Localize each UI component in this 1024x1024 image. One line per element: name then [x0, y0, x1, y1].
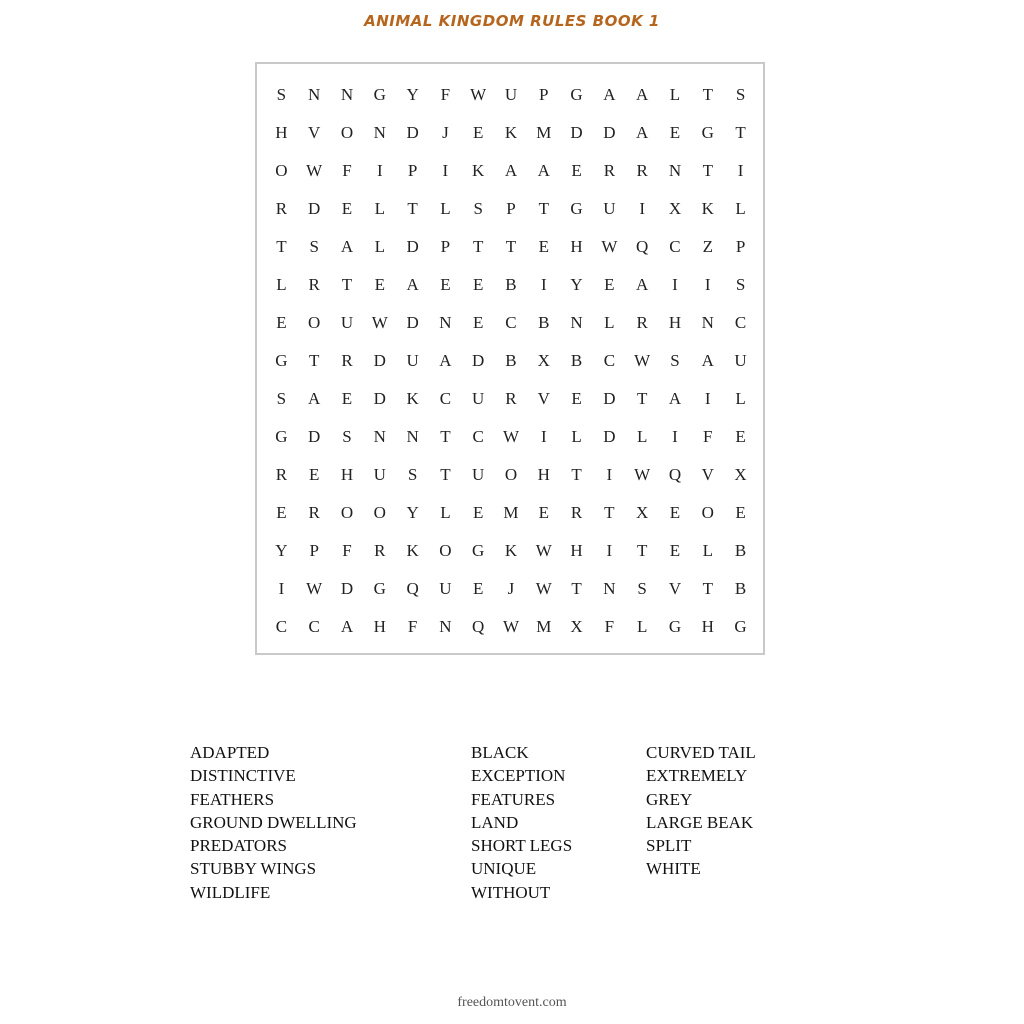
grid-letter[interactable]: I	[704, 275, 711, 294]
letter-grid	[265, 76, 757, 646]
grid-letter[interactable]: I	[672, 275, 678, 294]
word-list-item: FEATURES	[471, 789, 556, 809]
grid-letter[interactable]: U	[340, 313, 354, 332]
word-list-item: WILDLIFE	[190, 882, 271, 902]
grid-letter[interactable]: G	[570, 85, 583, 104]
grid-letter[interactable]: R	[374, 541, 386, 560]
grid-letter[interactable]: I	[639, 199, 645, 218]
grid-letter[interactable]: T	[341, 275, 353, 294]
grid-letter[interactable]: E	[669, 541, 681, 560]
grid-letter[interactable]: I	[606, 465, 613, 484]
grid-letter[interactable]: D	[373, 389, 386, 408]
grid-letter[interactable]: S	[473, 199, 483, 218]
grid-letter[interactable]: U	[603, 199, 616, 218]
grid-letter[interactable]: W	[470, 85, 487, 104]
grid-letter[interactable]: D	[603, 389, 616, 408]
grid-letter[interactable]: E	[571, 389, 582, 408]
grid-letter[interactable]: L	[702, 541, 713, 560]
grid-letter[interactable]: T	[571, 465, 582, 484]
grid-letter[interactable]: D	[472, 351, 485, 370]
grid-letter[interactable]: C	[472, 427, 484, 446]
grid-letter[interactable]: C	[734, 313, 747, 332]
grid-letter[interactable]: Y	[275, 541, 288, 560]
word-list-item: LARGE BEAK	[646, 812, 754, 832]
word-list-item: STUBBY WINGS	[190, 859, 317, 879]
grid-letter[interactable]: D	[340, 579, 354, 598]
grid-letter[interactable]: G	[373, 579, 386, 598]
grid-letter[interactable]: X	[570, 617, 583, 636]
grid-letter[interactable]: E	[538, 503, 549, 522]
grid-row	[265, 228, 757, 266]
grid-letter[interactable]: E	[472, 123, 484, 142]
grid-letter[interactable]: O	[275, 161, 288, 180]
grid-letter[interactable]: K	[406, 541, 419, 560]
word-list-item: CURVED TAIL	[646, 743, 756, 762]
grid-letter[interactable]: R	[636, 161, 648, 180]
grid-letter[interactable]: S	[342, 427, 352, 446]
grid-letter[interactable]: M	[536, 123, 552, 142]
grid-letter[interactable]: T	[604, 503, 615, 522]
grid-letter[interactable]: N	[340, 85, 354, 104]
grid-letter[interactable]: J	[442, 123, 449, 142]
grid-letter[interactable]: A	[406, 275, 419, 294]
grid-letter[interactable]: N	[373, 123, 386, 142]
grid-letter[interactable]: E	[440, 275, 451, 294]
grid-letter[interactable]: T	[735, 123, 746, 142]
grid-letter[interactable]: T	[276, 237, 287, 256]
grid-letter[interactable]: E	[472, 503, 484, 522]
grid-letter[interactable]: T	[472, 237, 484, 256]
grid-letter[interactable]: G	[734, 617, 747, 636]
grid-letter[interactable]: O	[308, 313, 321, 332]
grid-letter[interactable]: N	[406, 427, 419, 446]
word-list-item: ADAPTED	[190, 743, 270, 762]
grid-letter[interactable]: O	[504, 465, 518, 484]
grid-letter[interactable]: R	[308, 503, 320, 522]
grid-letter[interactable]: B	[505, 351, 517, 370]
word-list-item: SHORT LEGS	[471, 836, 573, 856]
grid-letter[interactable]: G	[275, 427, 288, 446]
grid-row	[265, 608, 757, 646]
grid-letter[interactable]: R	[505, 389, 517, 408]
grid-letter[interactable]: T	[702, 579, 713, 598]
grid-letter[interactable]: F	[407, 617, 418, 636]
grid-letter[interactable]: R	[275, 465, 288, 484]
word-list-column-2	[471, 741, 572, 904]
word-list-item: PREDATORS	[190, 836, 287, 856]
grid-letter[interactable]: B	[734, 541, 747, 560]
grid-letter[interactable]: S	[670, 351, 680, 370]
word-list-item: DISTINCTIVE	[190, 766, 296, 786]
grid-letter[interactable]: T	[571, 579, 582, 598]
grid-letter[interactable]: S	[407, 465, 418, 484]
grid-letter[interactable]: W	[601, 237, 618, 256]
grid-letter[interactable]: K	[472, 161, 485, 180]
page-title: ANIMAL KINGDOM RULES BOOK 1	[364, 12, 660, 30]
grid-letter[interactable]: W	[634, 465, 651, 484]
grid-letter[interactable]: I	[672, 427, 678, 446]
grid-letter[interactable]: B	[734, 579, 747, 598]
grid-letter[interactable]: A	[340, 237, 354, 256]
grid-letter[interactable]: A	[504, 161, 518, 180]
grid-letter[interactable]: U	[439, 579, 452, 598]
grid-letter[interactable]: D	[406, 123, 419, 142]
grid-letter[interactable]: A	[340, 617, 354, 636]
grid-letter[interactable]: H	[373, 617, 386, 636]
grid-letter[interactable]: R	[570, 503, 583, 522]
grid-letter[interactable]: S	[735, 85, 746, 104]
word-list	[0, 741, 1024, 911]
grid-letter[interactable]: M	[536, 617, 552, 636]
grid-letter[interactable]: C	[308, 617, 320, 636]
grid-letter[interactable]: H	[340, 465, 354, 484]
grid-letter[interactable]: O	[701, 503, 714, 522]
grid-row	[265, 418, 757, 456]
grid-letter[interactable]: C	[669, 237, 681, 256]
grid-letter[interactable]: A	[439, 351, 452, 370]
grid-letter[interactable]: A	[636, 123, 649, 142]
grid-letter[interactable]: Y	[406, 85, 419, 104]
grid-letter[interactable]: L	[440, 199, 451, 218]
grid-letter[interactable]: Y	[570, 275, 583, 294]
word-list-item: GROUND DWELLING	[190, 812, 357, 832]
grid-letter[interactable]: L	[636, 427, 648, 446]
grid-letter[interactable]: L	[735, 199, 746, 218]
grid-letter[interactable]: E	[669, 123, 681, 142]
grid-letter[interactable]: W	[371, 313, 388, 332]
grid-letter[interactable]: E	[571, 161, 582, 180]
grid-letter[interactable]: Q	[406, 579, 419, 598]
grid-letter[interactable]: H	[668, 313, 682, 332]
grid-letter[interactable]: N	[668, 161, 682, 180]
word-list-item: EXTREMELY	[646, 766, 748, 786]
grid-letter[interactable]: P	[407, 161, 418, 180]
grid-letter[interactable]: E	[472, 579, 484, 598]
grid-letter[interactable]: T	[407, 199, 418, 218]
grid-row	[265, 532, 757, 570]
grid-letter[interactable]: G	[668, 617, 682, 636]
word-list-item: LAND	[471, 812, 519, 832]
grid-letter[interactable]: R	[308, 275, 320, 294]
grid-letter[interactable]: F	[342, 541, 352, 560]
grid-letter[interactable]: W	[502, 617, 519, 636]
grid-letter[interactable]: A	[308, 389, 321, 408]
word-list-item: WITHOUT	[471, 882, 551, 902]
grid-letter[interactable]: Q	[636, 237, 649, 256]
grid-letter[interactable]: E	[276, 503, 287, 522]
grid-row	[265, 456, 757, 494]
grid-letter[interactable]: L	[440, 503, 451, 522]
grid-letter[interactable]: I	[737, 161, 744, 180]
grid-letter[interactable]: S	[276, 85, 287, 104]
grid-letter[interactable]: R	[603, 161, 616, 180]
grid-row	[265, 342, 757, 380]
grid-letter[interactable]: D	[308, 199, 321, 218]
grid-letter[interactable]: E	[735, 427, 746, 446]
grid-letter[interactable]: D	[570, 123, 583, 142]
grid-letter[interactable]: A	[537, 161, 550, 180]
grid-letter[interactable]: L	[636, 617, 648, 636]
word-list-column-1	[190, 741, 357, 904]
grid-letter[interactable]: O	[340, 123, 354, 142]
grid-letter[interactable]: S	[309, 237, 319, 256]
grid-letter[interactable]: L	[374, 237, 385, 256]
grid-letter[interactable]: G	[275, 351, 288, 370]
grid-letter[interactable]: I	[278, 579, 285, 598]
grid-letter[interactable]: A	[636, 85, 649, 104]
grid-letter[interactable]: H	[537, 465, 550, 484]
grid-letter[interactable]: L	[669, 85, 681, 104]
grid-letter[interactable]: N	[603, 579, 616, 598]
grid-letter[interactable]: R	[636, 313, 648, 332]
grid-letter[interactable]: T	[440, 465, 451, 484]
grid-letter[interactable]: E	[538, 237, 549, 256]
grid-letter[interactable]: F	[604, 617, 615, 636]
grid-letter[interactable]: H	[275, 123, 288, 142]
grid-row	[265, 76, 757, 114]
grid-letter[interactable]: T	[636, 541, 648, 560]
grid-row	[265, 152, 757, 190]
grid-letter[interactable]: D	[603, 427, 616, 446]
grid-letter[interactable]: D	[603, 123, 616, 142]
grid-letter[interactable]: T	[505, 237, 517, 256]
grid-letter[interactable]: J	[507, 579, 515, 598]
grid-letter[interactable]: N	[308, 85, 321, 104]
footer-url: freedomtovent.com	[457, 995, 567, 1010]
grid-letter[interactable]: P	[506, 199, 516, 218]
grid-letter[interactable]: E	[604, 275, 615, 294]
word-list-item: FEATHERS	[190, 789, 275, 809]
word-list-item: SPLIT	[646, 836, 692, 856]
grid-row	[265, 380, 757, 418]
grid-letter[interactable]: D	[373, 351, 386, 370]
grid-letter[interactable]: O	[373, 503, 386, 522]
grid-letter[interactable]: L	[276, 275, 287, 294]
grid-letter[interactable]: K	[504, 123, 518, 142]
grid-letter[interactable]: A	[603, 85, 616, 104]
grid-letter[interactable]: T	[309, 351, 320, 370]
grid-row	[265, 266, 757, 304]
grid-letter[interactable]: V	[668, 579, 682, 598]
grid-letter[interactable]: G	[570, 199, 583, 218]
grid-letter[interactable]: X	[537, 351, 550, 370]
grid-letter[interactable]: A	[668, 389, 682, 408]
grid-letter[interactable]: S	[276, 389, 287, 408]
grid-letter[interactable]: E	[341, 389, 353, 408]
grid-letter[interactable]: U	[472, 389, 485, 408]
grid-letter[interactable]: F	[440, 85, 451, 104]
grid-letter[interactable]: V	[308, 123, 321, 142]
grid-letter[interactable]: N	[439, 313, 452, 332]
grid-letter[interactable]: P	[539, 85, 549, 104]
grid-letter[interactable]: E	[374, 275, 385, 294]
grid-letter[interactable]: S	[637, 579, 647, 598]
grid-row	[265, 304, 757, 342]
grid-letter[interactable]: K	[504, 541, 518, 560]
grid-letter[interactable]: H	[570, 541, 583, 560]
grid-letter[interactable]: T	[538, 199, 549, 218]
grid-letter[interactable]: T	[702, 85, 713, 104]
grid-letter[interactable]: X	[636, 503, 649, 522]
grid-letter[interactable]: U	[406, 351, 419, 370]
word-list-item: WHITE	[646, 859, 701, 879]
grid-letter[interactable]: W	[306, 161, 323, 180]
word-list-item: EXCEPTION	[471, 766, 566, 786]
grid-letter[interactable]: E	[669, 503, 681, 522]
grid-letter[interactable]: U	[734, 351, 747, 370]
grid-letter[interactable]: Z	[702, 237, 713, 256]
word-list-item: UNIQUE	[471, 859, 537, 879]
grid-letter[interactable]: L	[604, 313, 615, 332]
grid-letter[interactable]: N	[701, 313, 714, 332]
grid-letter[interactable]: F	[703, 427, 713, 446]
grid-letter[interactable]: P	[735, 237, 746, 256]
grid-letter[interactable]: W	[306, 579, 323, 598]
grid-letter[interactable]: I	[606, 541, 613, 560]
grid-letter[interactable]: H	[701, 617, 714, 636]
grid-letter[interactable]: X	[734, 465, 747, 484]
grid-letter[interactable]: V	[701, 465, 714, 484]
grid-letter[interactable]: D	[406, 313, 419, 332]
grid-letter[interactable]: U	[472, 465, 485, 484]
grid-letter[interactable]: D	[308, 427, 321, 446]
grid-row	[265, 114, 757, 152]
grid-row	[265, 190, 757, 228]
grid-letter[interactable]: F	[342, 161, 352, 180]
grid-letter[interactable]: B	[538, 313, 550, 332]
grid-letter[interactable]: N	[570, 313, 583, 332]
grid-letter[interactable]: A	[701, 351, 714, 370]
grid-letter[interactable]: C	[505, 313, 517, 332]
grid-letter[interactable]: P	[440, 237, 451, 256]
grid-letter[interactable]: L	[735, 389, 746, 408]
grid-letter[interactable]: K	[406, 389, 419, 408]
grid-letter[interactable]: X	[668, 199, 682, 218]
grid-letter[interactable]: N	[373, 427, 386, 446]
grid-letter[interactable]: W	[502, 427, 519, 446]
grid-letter[interactable]: W	[535, 541, 552, 560]
grid-letter[interactable]: W	[535, 579, 552, 598]
grid-letter[interactable]: I	[376, 161, 383, 180]
grid-letter[interactable]: W	[634, 351, 651, 370]
grid-letter[interactable]: R	[275, 199, 288, 218]
grid-letter[interactable]: E	[341, 199, 353, 218]
grid-letter[interactable]: N	[439, 617, 452, 636]
grid-letter[interactable]: T	[440, 427, 451, 446]
grid-letter[interactable]: I	[442, 161, 449, 180]
grid-letter[interactable]: M	[503, 503, 519, 522]
grid-letter[interactable]: C	[439, 389, 452, 408]
grid-letter[interactable]: V	[537, 389, 550, 408]
grid-letter[interactable]: T	[636, 389, 648, 408]
grid-letter[interactable]: D	[406, 237, 419, 256]
grid-letter[interactable]: E	[735, 503, 746, 522]
grid-letter[interactable]: C	[603, 351, 616, 370]
grid-letter[interactable]: G	[472, 541, 485, 560]
grid-letter[interactable]: S	[735, 275, 746, 294]
grid-letter[interactable]: R	[341, 351, 353, 370]
grid-letter[interactable]: A	[636, 275, 649, 294]
word-list-item: BLACK	[471, 743, 529, 762]
grid-letter[interactable]: I	[540, 275, 547, 294]
grid-letter[interactable]: T	[702, 161, 713, 180]
grid-letter[interactable]: I	[540, 427, 547, 446]
grid-letter[interactable]: E	[472, 313, 484, 332]
grid-row	[265, 494, 757, 532]
grid-letter[interactable]: K	[701, 199, 714, 218]
grid-letter[interactable]: L	[374, 199, 385, 218]
grid-letter[interactable]: Y	[406, 503, 419, 522]
grid-letter[interactable]: G	[373, 85, 386, 104]
word-list-column-3	[646, 741, 756, 881]
grid-letter[interactable]: C	[275, 617, 288, 636]
grid-letter[interactable]: O	[439, 541, 452, 560]
grid-letter[interactable]: I	[704, 389, 711, 408]
grid-letter[interactable]: H	[570, 237, 583, 256]
grid-letter[interactable]: O	[340, 503, 354, 522]
grid-letter[interactable]: E	[309, 465, 320, 484]
grid-row	[265, 570, 757, 608]
grid-letter[interactable]: P	[309, 541, 319, 560]
grid-letter[interactable]: B	[570, 351, 583, 370]
grid-letter[interactable]: G	[701, 123, 714, 142]
grid-letter[interactable]: U	[373, 465, 386, 484]
grid-letter[interactable]: L	[571, 427, 582, 446]
grid-letter[interactable]: U	[504, 85, 518, 104]
grid-letter[interactable]: Q	[472, 617, 485, 636]
grid-letter[interactable]: Q	[668, 465, 682, 484]
grid-letter[interactable]: B	[505, 275, 517, 294]
grid-letter[interactable]: E	[276, 313, 287, 332]
word-list-item: GREY	[646, 789, 693, 809]
grid-letter[interactable]: E	[472, 275, 484, 294]
